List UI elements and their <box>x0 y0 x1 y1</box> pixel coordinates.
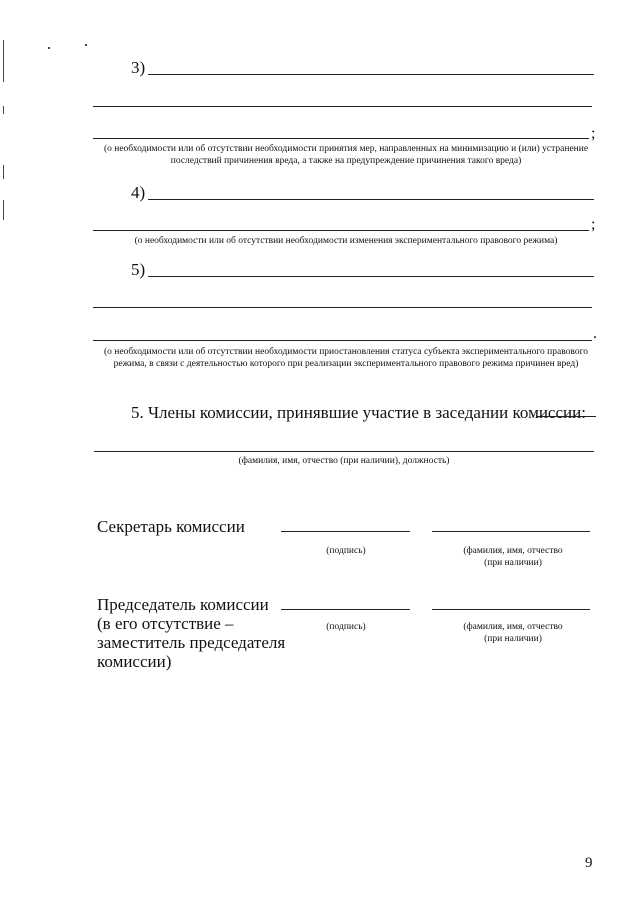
secretary-name-line <box>432 531 590 532</box>
secretary-label: Секретарь комиссии <box>97 517 245 536</box>
scan-mark <box>3 200 4 220</box>
secretary-name-caption: (фамилия, имя, отчество (при наличии) <box>463 546 563 568</box>
item-5-caption: (о необходимости или об отсутствии необходимости приостановления статуса субъекта экспериментального правового режима, в связи с деятельностью которого при реализации экспериментального правового режима причинен вред) <box>104 347 588 369</box>
item-4-fill-line <box>148 199 594 200</box>
item-4-terminator: ; <box>591 216 596 233</box>
section-5-heading: 5. Члены комиссии, принявшие участие в заседании комиссии: <box>131 403 586 422</box>
section-5-fill-line <box>536 416 596 417</box>
item-3-fill-line <box>148 74 594 75</box>
chairman-label-line: Председатель комиссии <box>97 595 269 614</box>
item-4-caption: (о необходимости или об отсутствии необходимости изменения экспериментального правового режима) <box>134 236 558 246</box>
scan-mark <box>85 44 87 46</box>
chairman-signature-caption: (подпись) <box>326 622 366 632</box>
item-5-number: 5) <box>131 260 146 279</box>
scan-mark <box>3 40 4 82</box>
scan-mark <box>3 106 4 114</box>
chairman-label-line: комиссии) <box>97 652 172 671</box>
item-3-terminator: ; <box>591 125 596 142</box>
item-3-fill-line <box>93 138 589 139</box>
item-5-fill-line <box>148 276 594 277</box>
section-5-members-line <box>94 451 594 452</box>
section-5-caption: (фамилия, имя, отчество (при наличии), должность) <box>238 456 450 466</box>
chairman-name-line <box>432 609 590 610</box>
secretary-signature-caption: (подпись) <box>326 546 366 556</box>
item-3-fill-line <box>93 106 592 107</box>
chairman-label-line: (в его отсутствие – <box>97 614 234 633</box>
secretary-signature-line <box>281 531 410 532</box>
scan-mark <box>48 47 50 49</box>
item-3-caption: (о необходимости или об отсутствии необходимости принятия мер, направленных на минимизацию и (или) устранение последствий причинения вреда, а также на предупреждение причинения такого вреда) <box>103 144 589 166</box>
item-5-terminator: . <box>593 325 597 342</box>
item-4-number: 4) <box>131 183 146 202</box>
chairman-label-line: заместитель председателя <box>97 633 286 652</box>
chairman-signature-line <box>281 609 410 610</box>
item-5-fill-line <box>93 340 592 341</box>
item-3-number: 3) <box>131 58 146 77</box>
item-5-fill-line <box>93 307 592 308</box>
item-4-fill-line <box>93 230 589 231</box>
chairman-name-caption: (фамилия, имя, отчество (при наличии) <box>463 622 563 644</box>
scan-mark <box>3 165 4 179</box>
page-number: 9 <box>585 855 593 871</box>
